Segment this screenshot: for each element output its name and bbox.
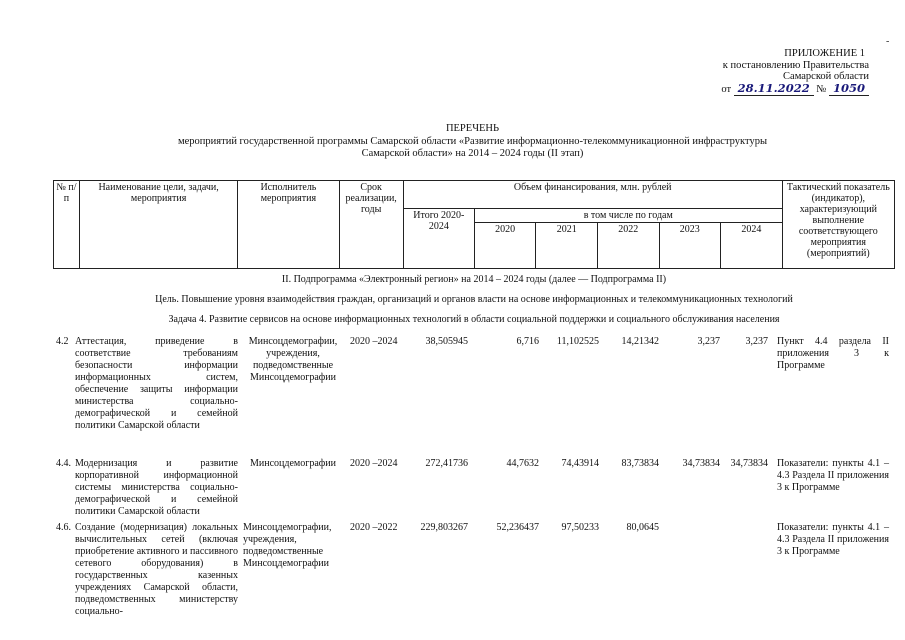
- row-indicator: Пункт 4.4 раздела II приложения 3 к Программе: [777, 336, 889, 371]
- appendix-header: [721, 48, 869, 95]
- title-line-1: мероприятий государственной программы Самарской области «Развитие информационно-телекоммуникационной инфраструктуры: [177, 136, 767, 147]
- header-executor: Исполнитель мероприятия: [238, 181, 339, 269]
- funding-table-header: [53, 180, 895, 269]
- row-2021: 97,50233: [561, 522, 599, 533]
- appendix-signature-line: [721, 80, 869, 96]
- subprogram-heading: II. Подпрограмма «Электронный регион» на 2014 – 2024 годы (далее — Подпрограмма II): [281, 274, 667, 285]
- row-executor: Минсоцдемографии: [250, 458, 336, 469]
- row-2022: 83,73834: [621, 458, 659, 469]
- row-term: 2020 –2024: [350, 458, 398, 469]
- task-heading: Задача 4. Развитие сервисов на основе информационных технологий в области социальной поддержки и социального обслуживания населения: [168, 314, 780, 325]
- appendix-resolution: к постановлению Правительства: [722, 59, 869, 71]
- header-no: № п/п: [54, 181, 80, 269]
- goal-heading: Цель. Повышение уровня взаимодействия граждан, организаций и органов власти на основе информационных и телекоммуникационных технологий: [155, 294, 793, 305]
- header-indicator: Тактический показатель (индикатор), характеризующий выполнение соответствующего мероприятия (мероприятий): [782, 181, 894, 269]
- row-2024: 34,73834: [730, 458, 768, 469]
- row-2021: 11,102525: [556, 336, 599, 347]
- header-year-2020: 2020: [474, 223, 536, 269]
- header-year-2021: 2021: [536, 223, 598, 269]
- handwritten-number: 1050: [829, 81, 869, 96]
- row-total: 38,505945: [425, 336, 468, 347]
- appendix-title: ПРИЛОЖЕНИЕ 1: [784, 48, 865, 59]
- row-2023: 3,237: [697, 336, 720, 347]
- row-2021: 74,43914: [561, 458, 599, 469]
- row-2020: 52,236437: [496, 522, 539, 533]
- row-total: 272,41736: [425, 458, 468, 469]
- row-number: 4.2: [56, 336, 69, 347]
- row-executor: Минсоцдемографии, учреждения, подведомственные Минсоцдемографии: [248, 336, 338, 383]
- document-title: [100, 123, 845, 160]
- row-total: 229,803267: [420, 522, 468, 533]
- row-2020: 6,716: [516, 336, 539, 347]
- appendix-region: Самарской области: [783, 71, 869, 82]
- header-by-years: в том числе по годам: [474, 209, 782, 223]
- row-indicator: Показатели: пункты 4.1 – 4.3 Раздела II приложения 3 к Программе: [777, 458, 889, 493]
- header-name: Наименование цели, задачи, мероприятия: [79, 181, 237, 269]
- row-measure-name: Аттестация, приведение в соответствие требованиям безопасности информации информационных систем, обеспечение защиты информации министерства социально-демографической и семейной политики Самарской области: [75, 336, 238, 431]
- header-year-2023: 2023: [659, 223, 721, 269]
- number-prefix: №: [816, 83, 827, 95]
- row-term: 2020 –2024: [350, 336, 398, 347]
- row-measure-name: Модернизация и развитие корпоративной информационной системы министерства социально-демографической и семейной политики Самарской области: [75, 458, 238, 517]
- corner-mark: -: [886, 36, 890, 47]
- row-2022: 80,0645: [626, 522, 659, 533]
- date-prefix: от: [721, 83, 732, 95]
- row-term: 2020 –2022: [350, 522, 398, 533]
- handwritten-date: 28.11.2022: [734, 81, 814, 96]
- row-number: 4.6.: [56, 522, 71, 533]
- row-executor: Минсоцдемографии, учреждения, подведомственные Минсоцдемографии: [243, 522, 332, 569]
- row-2020: 44,7632: [506, 458, 539, 469]
- header-term: Срок реализации, годы: [339, 181, 403, 269]
- header-year-2024: 2024: [721, 223, 783, 269]
- row-2023: 34,73834: [682, 458, 720, 469]
- title-line-2: Самарской области» на 2014 – 2024 годы (II этап): [361, 148, 584, 159]
- row-2024: 3,237: [745, 336, 768, 347]
- row-number: 4.4.: [56, 458, 71, 469]
- header-total: Итого 2020-2024: [403, 209, 474, 269]
- row-measure-name: Создание (модернизация) локальных вычислительных сетей (включая приобретение активного и пассивного сетевого оборудования) в государственных казенных учреждениях Самарской области, подведомственных министерству социально-: [75, 522, 238, 617]
- header-funding: Объем финансирования, млн. рублей: [403, 181, 782, 209]
- header-year-2022: 2022: [597, 223, 659, 269]
- title-main: ПЕРЕЧЕНЬ: [445, 123, 500, 134]
- row-2022: 14,21342: [621, 336, 659, 347]
- row-indicator: Показатели: пункты 4.1 – 4.3 Раздела II приложения 3 к Программе: [777, 522, 889, 557]
